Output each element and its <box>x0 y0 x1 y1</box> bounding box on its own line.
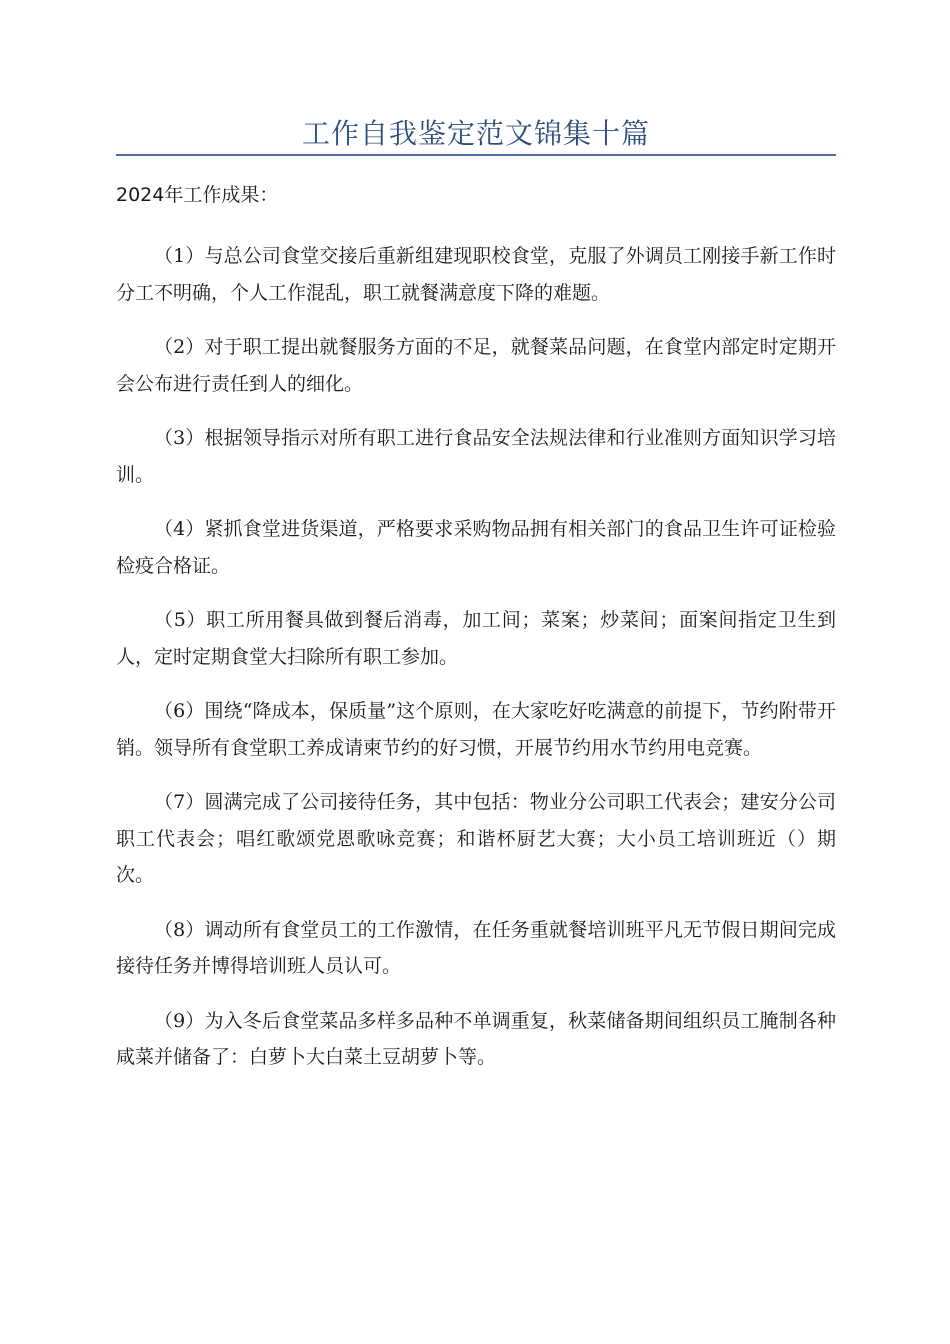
section-heading <box>116 180 836 210</box>
achievement-item-8: （8）调动所有食堂员工的工作激情，在任务重就餐培训班平凡无节假日期间完成接待任务并博得培训班人员认可。 <box>116 918 836 977</box>
achievement-list <box>116 238 836 1094</box>
achievement-item-5: （5）职工所用餐具做到餐后消毒，加工间；菜案；炒菜间；面案间指定卫生到人，定时定期食堂大扫除所有职工参加。 <box>116 609 836 668</box>
section-heading-year: 2024 <box>116 184 165 206</box>
document-title: 工作自我鉴定范文锦集十篇 <box>301 117 650 150</box>
achievement-item-1: （1）与总公司食堂交接后重新组建现职校食堂，克服了外调员工刚接手新工作时分工不明确，个人工作混乱，职工就餐满意度下降的难题。 <box>116 245 836 304</box>
achievement-item-3: （3）根据领导指示对所有职工进行食品安全法规法律和行业准则方面知识学习培训。 <box>116 427 836 486</box>
achievement-item-9: （9）为入冬后食堂菜品多样多品种不单调重复，秋菜储备期间组织员工腌制各种咸菜并储备了：白萝卜大白菜土豆胡萝卜等。 <box>116 1009 836 1068</box>
section-heading-text: 年工作成果： <box>164 184 279 206</box>
achievement-item-6: （6）围绕“降成本，保质量”这个原则，在大家吃好吃满意的前提下，节约附带开销。领导所有食堂职工养成请柬节约的好习惯，开展节约用水节约用电竞赛。 <box>116 700 836 759</box>
achievement-item-4: （4）紧抓食堂进货渠道，严格要求采购物品拥有相关部门的食品卫生许可证检验检疫合格证。 <box>116 518 836 577</box>
achievement-item-2: （2）对于职工提出就餐服务方面的不足，就餐菜品问题，在食堂内部定时定期开会公布进行责任到人的细化。 <box>116 336 836 395</box>
achievement-item-7: （7）圆满完成了公司接待任务，其中包括：物业分公司职工代表会；建安分公司职工代表会；唱红歌颂党恩歌咏竞赛；和谐杯厨艺大赛；大小员工培训班近（）期次。 <box>116 791 836 886</box>
title-underline <box>116 154 836 156</box>
